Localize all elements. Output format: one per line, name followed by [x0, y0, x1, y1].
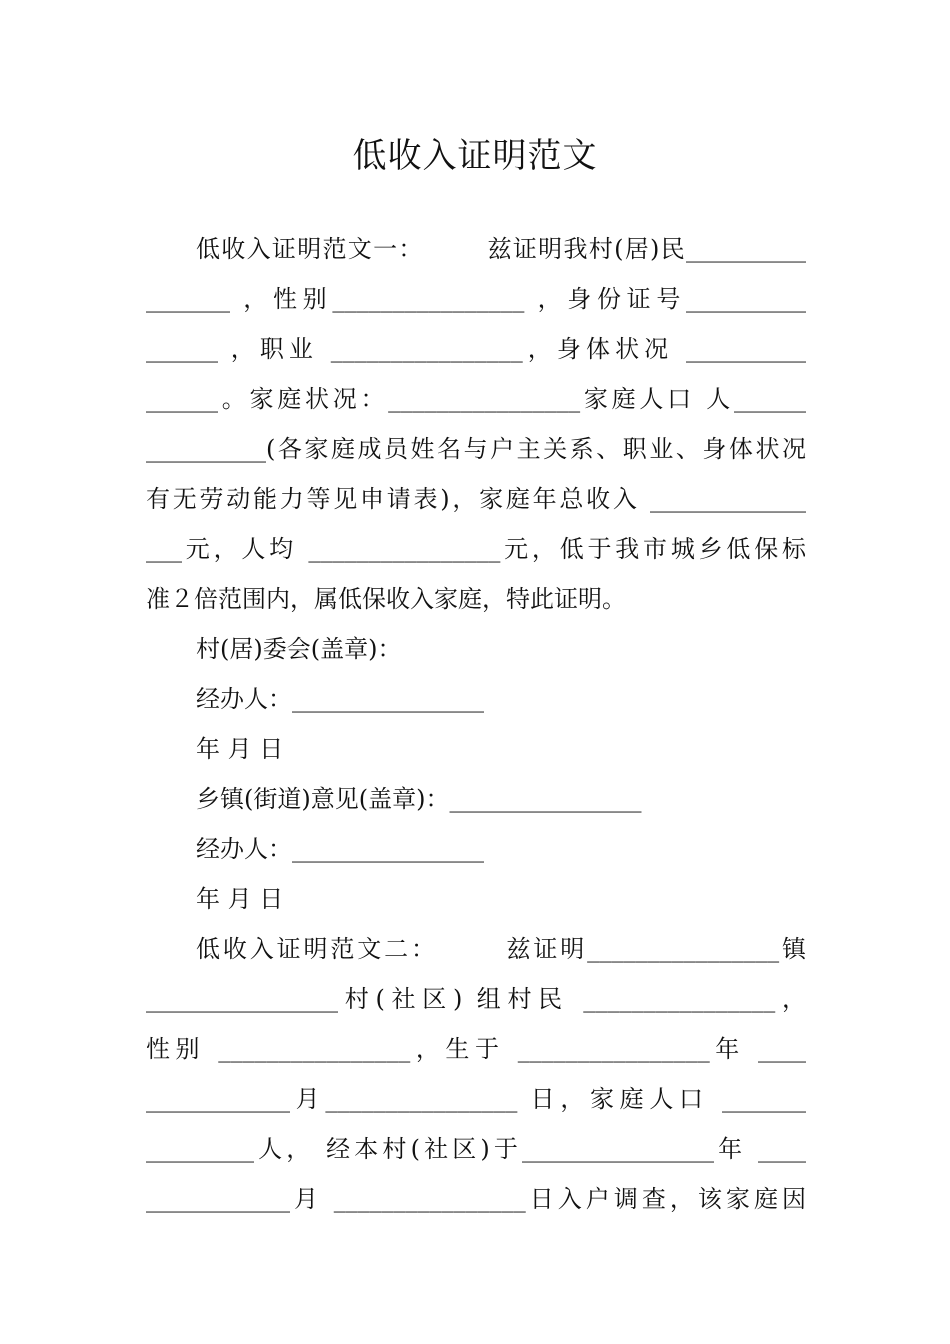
committee-seal-line: 村(居)委会(盖章)： — [196, 635, 402, 663]
paragraph-line: ____________月________________ 日，家庭人口 _______ — [146, 1085, 806, 1113]
paragraph-line: __________(各家庭成员姓名与户主关系、职业、身体状况 — [146, 435, 806, 463]
paragraph-line: ______ ，职业 ________________，身体状况 __________ — [146, 335, 806, 363]
date-line: 年 月 日 — [196, 735, 284, 763]
handler-line: 经办人：________________ — [196, 685, 484, 713]
paragraph-line: ____________月 ________________日入户调查，该家庭因 — [146, 1185, 806, 1213]
paragraph-line: 有无劳动能力等见申请表)，家庭年总收入 _____________ — [146, 485, 806, 513]
paragraph-line: ______。家庭状况：________________家庭人口 人______ — [146, 385, 806, 413]
paragraph-line: 低收入证明范文一： 兹证明我村(居)民__________ — [196, 235, 806, 263]
document-title: 低收入证明范文 — [352, 136, 598, 176]
paragraph-line: 低收入证明范文二： 兹证明________________镇 — [196, 935, 806, 963]
paragraph-line: 准２倍范围内，属低保收入家庭，特此证明。 — [146, 585, 626, 613]
paragraph-line: ___元，人均 ________________元，低于我市城乡低保标 — [146, 535, 806, 563]
paragraph-line: 性别 ________________，生于 ________________年 ____ — [146, 1035, 806, 1063]
township-opinion-line: 乡镇(街道)意见(盖章)：________________ — [196, 785, 642, 813]
date-line: 年 月 日 — [196, 885, 284, 913]
paragraph-line: _________人， 经本村(社区)于________________年 ____ — [146, 1135, 806, 1163]
handler-line: 经办人：________________ — [196, 835, 484, 863]
paragraph-line: _______ ，性别________________ ，身份证号__________ — [146, 285, 806, 313]
paragraph-line: ________________村(社区) 组村民 ________________， — [146, 985, 806, 1013]
